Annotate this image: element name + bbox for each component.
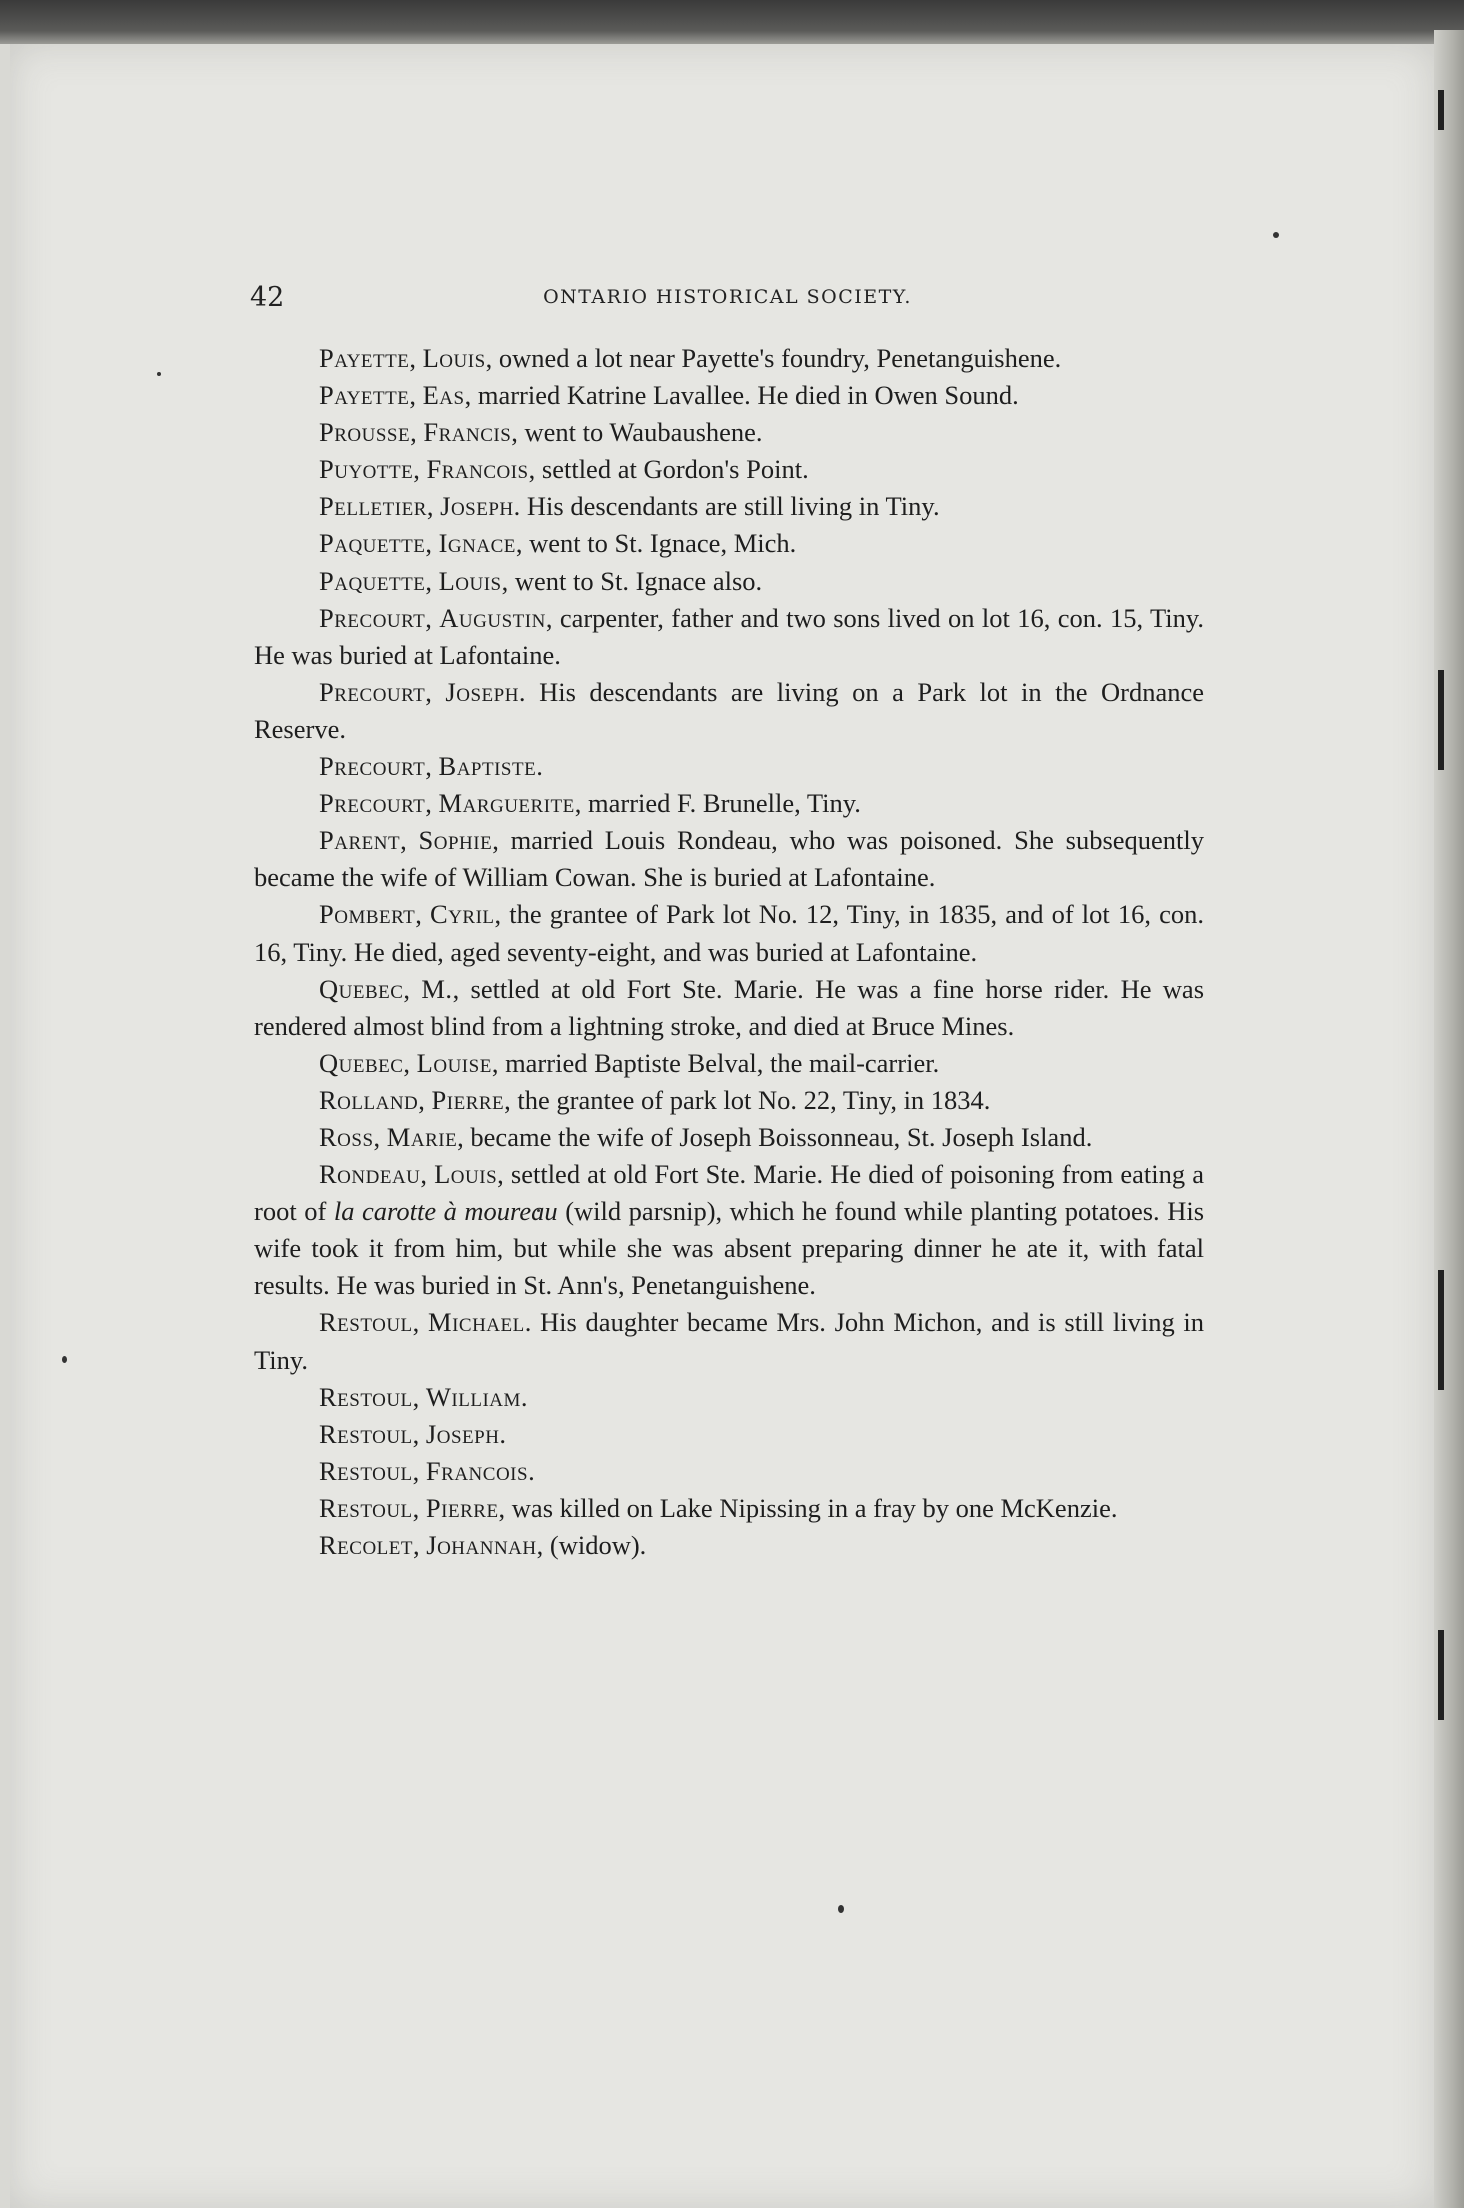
entry-given-name: Eas <box>422 380 465 411</box>
dust-speck <box>1273 232 1279 238</box>
entry-surname: Precourt <box>319 676 426 707</box>
entry-text: (wild parsnip), which he found while planting potatoes. His wife took it from him, but while she was absent preparing dinner he ate it, with fatal results. He was buried in St. Ann's, Penetanguishene. <box>254 1196 1205 1301</box>
entry-given-name: Louis <box>438 565 502 596</box>
running-head: ONTARIO HISTORICAL SOCIETY. <box>543 286 912 308</box>
entry-surname: Precourt <box>319 602 426 633</box>
entry-text: went to St. Ignace also. <box>514 565 763 596</box>
register-entry: Restoul, Michael. His daughter became Mrs. John Michon, and is still living in Tiny. <box>254 1307 1205 1375</box>
entry-text: married F. Brunelle, Tiny. <box>588 788 861 819</box>
entry-text: went to St. Ignace, Mich. <box>529 528 797 559</box>
entry-surname: Parent <box>319 825 401 856</box>
entry-text: married Louis Rondeau, who was poisoned. She subsequently became the wife of William Cowan. She is buried at Lafontaine. <box>254 825 1205 893</box>
entry-surname: Precourt <box>319 751 426 782</box>
register-entry: Puyotte, Francois, settled at Gordon's Point. <box>319 454 809 485</box>
entry-given-name: Cyril <box>430 899 495 930</box>
entry-given-name: Augustin <box>439 602 546 633</box>
entry-text: went to Waubaushene. <box>524 417 763 448</box>
register-entry: Precourt, Augustin, carpenter, father and two sons lived on lot 16, con. 15, Tiny. He was buried at Lafontaine. <box>254 602 1205 670</box>
entry-given-name: Ignace <box>438 528 516 559</box>
entry-surname: Restoul <box>319 1418 413 1449</box>
entry-surname: Quebec <box>319 1047 404 1078</box>
entry-text: His daughter became Mrs. John Michon, and is still living in Tiny. <box>254 1307 1205 1375</box>
entry-surname: Puyotte <box>319 454 414 485</box>
entry-text: the grantee of Park lot No. 12, Tiny, in 1835, and of lot 16, con. 16, Tiny. He died, aged seventy-eight, and was buried at Lafontaine. <box>254 899 1204 967</box>
entry-given-name: Louis <box>422 343 486 373</box>
entry-surname: Restoul <box>319 1455 413 1486</box>
register-entry: Payette, Louis, owned a lot near Payette's foundry, Penetanguishene. <box>319 343 1062 373</box>
register-entry: Precourt, Joseph. His descendants are living on a Park lot in the Ordnance Reserve. <box>254 676 1204 744</box>
entry-surname: Pelletier <box>319 491 427 522</box>
entry-surname: Precourt <box>319 788 426 819</box>
entry-given-name: Francois <box>426 454 529 485</box>
register-entries <box>254 340 1204 1564</box>
entry-given-name: Michael <box>428 1307 525 1338</box>
entry-given-name: Francois <box>425 1455 529 1486</box>
entry-italic-phrase: la carotte à moureau <box>333 1196 558 1227</box>
entry-surname: Ross <box>319 1121 374 1152</box>
entry-text: became the wife of Joseph Boissonneau, St. Joseph Island. <box>470 1121 1093 1152</box>
entry-text: settled at old Fort Ste. Marie. He was a fine horse rider. He was rendered almost blind from a lightning stroke, and died at Bruce Mines. <box>254 973 1205 1041</box>
edge-mark <box>1438 90 1444 130</box>
edge-mark <box>1438 1630 1444 1720</box>
register-entry: Quebec, M., settled at old Fort Ste. Marie. He was a fine horse rider. He was rendered almost blind from a lightning stroke, and died at Bruce Mines. <box>254 973 1205 1041</box>
entry-given-name: Pierre <box>431 1084 505 1115</box>
adjacent-page-edge <box>1434 30 1464 2208</box>
dust-speck <box>838 1905 844 1913</box>
entry-given-name: Louis <box>434 1159 498 1190</box>
entry-text: carpenter, father and two sons lived on lot 16, con. 15, Tiny. He was buried at Lafontaine. <box>254 602 1205 670</box>
entry-given-name: Johannah <box>426 1530 537 1560</box>
entry-given-name: Baptiste <box>438 751 537 782</box>
entry-surname: Rondeau <box>319 1159 421 1190</box>
entry-given-name: Marguerite <box>438 788 575 819</box>
dust-speck <box>157 372 161 376</box>
entry-text: owned a lot near Payette's foundry, Penetanguishene. <box>498 343 1062 373</box>
entry-surname: Recolet <box>319 1530 413 1560</box>
dust-speck <box>62 1356 67 1363</box>
entry-surname: Rolland <box>319 1084 419 1115</box>
entry-text: was killed on Lake Nipissing in a fray by one McKenzie. <box>511 1492 1118 1523</box>
register-entry: Rondeau, Louis, settled at old Fort Ste. Marie. He died of poisoning from eating a root of la carotte à moureau (wild parsnip), which he found while planting potatoes. His wife took it from him, but while she was absent preparing dinner he ate it, with fatal results. He was buried in St. Ann's, Penetanguishene. <box>254 1159 1205 1301</box>
entry-text: married Katrine Lavallee. He died in Owen Sound. <box>477 380 1019 411</box>
register-entry: Restoul, Pierre, was killed on Lake Nipissing in a fray by one McKenzie. <box>319 1492 1118 1523</box>
register-entry: Restoul, Joseph. <box>319 1418 507 1449</box>
edge-mark <box>1438 1270 1444 1390</box>
entry-surname: Payette <box>319 343 410 373</box>
entry-given-name: Pierre <box>425 1492 499 1523</box>
entry-given-name: M. <box>421 973 453 1004</box>
entry-text: settled at Gordon's Point. <box>541 454 809 485</box>
entry-surname: Restoul <box>319 1381 413 1412</box>
entry-surname: Restoul <box>319 1492 413 1523</box>
entry-surname: Prousse <box>319 417 411 448</box>
register-entry: Restoul, William. <box>319 1381 528 1412</box>
entry-text: the grantee of park lot No. 22, Tiny, in 1834. <box>517 1084 991 1115</box>
register-entry: Paquette, Ignace, went to St. Ignace, Mich. <box>319 528 797 559</box>
register-entry: Pelletier, Joseph. His descendants are still living in Tiny. <box>319 491 940 522</box>
edge-mark <box>1438 670 1444 770</box>
entry-surname: Pombert <box>319 899 416 930</box>
page-number: 42 <box>250 282 285 313</box>
register-entry: Payette, Eas, married Katrine Lavallee. He died in Owen Sound. <box>319 380 1019 411</box>
entry-given-name: William <box>425 1381 521 1412</box>
entry-given-name: Sophie <box>418 825 493 856</box>
page-header <box>250 282 1205 322</box>
register-entry: Quebec, Louise, married Baptiste Belval, the mail-carrier. <box>319 1047 940 1078</box>
register-entry: Parent, Sophie, married Louis Rondeau, who was poisoned. She subsequently became the wife of William Cowan. She is buried at Lafontaine. <box>254 825 1205 893</box>
entry-given-name: Joseph <box>445 676 519 707</box>
entry-text: settled at old Fort Ste. Marie. He died of poisoning from eating a root of <box>254 1159 1205 1227</box>
register-entry: Pombert, Cyril, the grantee of Park lot No. 12, Tiny, in 1835, and of lot 16, con. 16, Tiny. He died, aged seventy-eight, and was buried at Lafontaine. <box>254 899 1204 967</box>
scanner-top-band <box>0 0 1464 44</box>
entry-surname: Paquette <box>319 528 426 559</box>
entry-given-name: Joseph <box>440 491 514 522</box>
register-entry: Recolet, Johannah, (widow). <box>319 1530 647 1560</box>
entry-text: His descendants are still living in Tiny. <box>526 491 940 522</box>
entry-given-name: Louise <box>416 1047 492 1078</box>
register-entry: Precourt, Baptiste. <box>319 751 543 782</box>
register-entry: Precourt, Marguerite, married F. Brunelle, Tiny. <box>319 788 861 819</box>
register-entry: Paquette, Louis, went to St. Ignace also. <box>319 565 763 596</box>
entry-surname: Paquette <box>319 565 426 596</box>
entry-given-name: Joseph <box>425 1418 500 1449</box>
entry-text: married Baptiste Belval, the mail-carrier. <box>505 1047 940 1078</box>
register-entry: Restoul, Francois. <box>319 1455 535 1486</box>
entry-surname: Quebec <box>319 973 404 1004</box>
entry-given-name: Marie <box>386 1121 458 1152</box>
entry-given-name: Francis <box>423 417 512 448</box>
entry-surname: Payette <box>319 380 410 411</box>
entry-text: His descendants are living on a Park lot in the Ordnance Reserve. <box>254 676 1204 744</box>
register-entry: Ross, Marie, became the wife of Joseph Boissonneau, St. Joseph Island. <box>319 1121 1093 1152</box>
entry-surname: Restoul <box>319 1307 413 1338</box>
register-entry: Rolland, Pierre, the grantee of park lot No. 22, Tiny, in 1834. <box>319 1084 991 1115</box>
entry-text: (widow). <box>549 1530 647 1560</box>
register-entry: Prousse, Francis, went to Waubaushene. <box>319 417 763 448</box>
